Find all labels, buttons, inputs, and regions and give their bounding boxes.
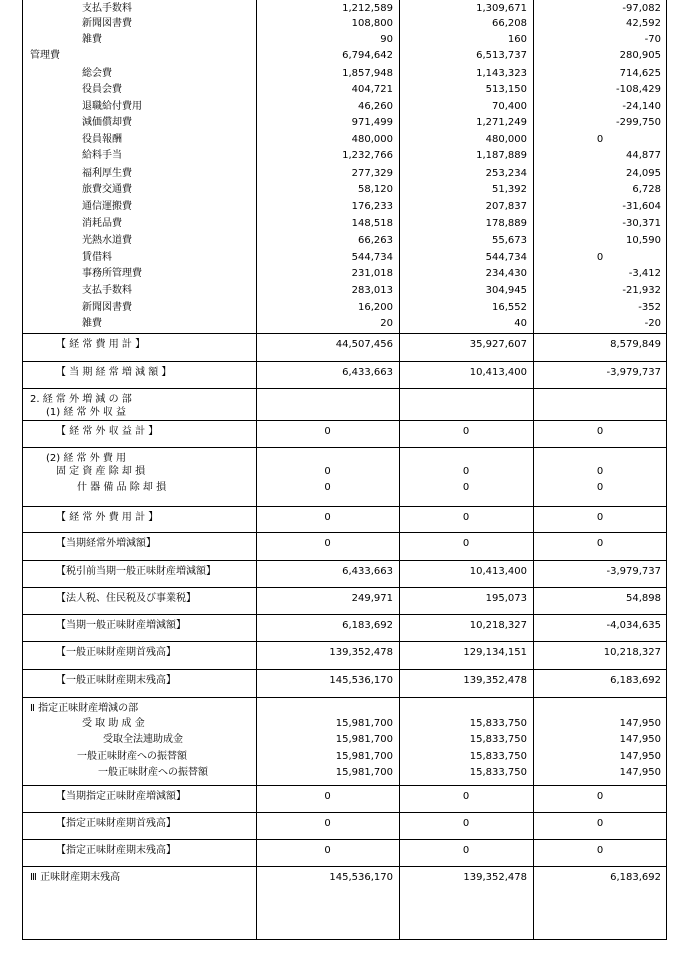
row-label [22,265,256,283]
table-row [22,420,667,443]
prior-year-value: 0 [462,512,470,523]
prior-year-value: 480,000 [485,134,527,145]
prior-year-value: 0 [462,466,470,477]
label-text: 新聞図書費 [82,302,132,313]
change-value: 147,950 [619,718,661,729]
row-label [22,813,256,835]
table-row [22,361,667,384]
prior-year-value: 1,187,889 [476,150,527,161]
current-year-value: 145,536,170 [329,872,393,883]
row-label [22,198,256,216]
change-value: -21,932 [622,285,661,296]
prior-year-value: 178,889 [485,218,527,229]
label-text: 2. 経 常 外 増 減 の 部 [30,394,132,405]
current-year-value: 108,800 [351,18,393,29]
current-year-value: 1,232,766 [342,150,393,161]
row-label [22,786,256,808]
prior-year-value: 544,734 [485,252,527,263]
row-label [22,334,256,356]
change-value: -3,979,737 [606,566,661,577]
current-year-value: 0 [324,818,331,829]
change-value: 44,877 [626,150,661,161]
prior-year-value: 51,392 [492,184,527,195]
change-value: 42,592 [626,18,661,29]
label-text: 【 経 常 外 収 益 計 】 [56,426,159,437]
current-year-value: 1,857,948 [342,68,393,79]
current-year-value: 6,794,642 [342,50,393,61]
table-row [22,215,667,233]
current-year-value: 0 [324,426,331,437]
change-value: -30,371 [622,218,661,229]
table-row [22,114,667,132]
table-row [22,785,667,808]
current-year-value: 44,507,456 [335,339,393,350]
label-text: 事務所管理費 [82,268,142,279]
prior-year-value: 129,134,151 [463,647,527,658]
change-value: 54,898 [626,593,661,604]
change-value: 280,905 [619,50,661,61]
label-text: Ⅲ 正味財産期末残高 [30,872,121,883]
change-value: 6,728 [632,184,661,195]
row-label [22,215,256,233]
table-row [22,614,667,637]
change-value: 0 [596,466,604,477]
change-value: -97,082 [622,3,661,14]
row-label [22,840,256,862]
current-year-value: 15,981,700 [335,734,393,745]
current-year-value: 0 [324,845,331,856]
label-text: 通信運搬費 [82,201,132,212]
prior-year-value: 207,837 [485,201,527,212]
label-text: 【当期経常外増減額】 [56,538,156,549]
prior-year-value: 139,352,478 [463,872,527,883]
label-text: 消耗品費 [82,218,122,229]
current-year-value: 58,120 [358,184,393,195]
row-label [22,615,256,637]
label-text: 支払手数料 [82,285,132,296]
table-row [22,333,667,356]
prior-year-value: 10,413,400 [469,566,527,577]
prior-year-value: 15,833,750 [469,718,527,729]
current-year-value: 0 [324,538,331,549]
prior-year-value: 304,945 [485,285,527,296]
label-text: 【当期指定正味財産増減額】 [56,791,186,802]
change-value: 147,950 [619,751,661,762]
prior-year-value: 35,927,607 [469,339,527,350]
row-label [22,282,256,300]
label-text: 一般正味財産への振替額 [98,767,208,778]
current-year-value: 139,352,478 [329,647,393,658]
label-text: 賃借料 [82,252,112,263]
row-label [22,114,256,132]
table-row [22,560,667,583]
prior-year-value: 40 [514,318,527,329]
row-label [22,232,256,250]
current-year-value: 46,260 [358,101,393,112]
prior-year-value: 1,309,671 [476,3,527,14]
row-label [22,670,256,692]
current-year-value: 90 [380,34,393,45]
label-text: 支払手数料 [82,3,132,14]
label-text: 雑費 [82,318,102,329]
table-row [22,839,667,862]
prior-year-value: 1,271,249 [476,117,527,128]
table-row [22,232,667,250]
current-year-value: 176,233 [351,201,393,212]
prior-year-value: 234,430 [485,268,527,279]
row-label [22,147,256,165]
change-value: 10,590 [626,235,661,246]
row-label [22,561,256,583]
change-value: 0 [596,252,604,263]
label-text: 役員報酬 [82,134,122,145]
current-year-value: 20 [380,318,393,329]
change-value: 0 [596,512,604,523]
prior-year-value: 513,150 [485,84,527,95]
prior-year-value: 16,552 [492,302,527,313]
change-value: 0 [596,482,604,493]
row-label [22,533,256,555]
current-year-value: 15,981,700 [335,751,393,762]
prior-year-value: 1,143,323 [476,68,527,79]
prior-year-value: 0 [462,482,470,493]
label-text: 光熱水道費 [82,235,132,246]
table-row [22,47,667,65]
change-value: 0 [596,426,604,437]
change-value: 24,095 [626,168,661,179]
change-value: -70 [644,34,661,45]
table-row [22,587,667,610]
current-year-value: 6,433,663 [342,566,393,577]
table-row [22,198,667,216]
table-row [22,506,667,529]
row-label [22,642,256,664]
row-label [22,588,256,610]
label-text: 【指定正味財産期首残高】 [56,818,176,829]
change-value: 10,218,327 [603,647,661,658]
current-year-value: 0 [324,482,331,493]
label-text: 総会費 [82,68,112,79]
change-value: 0 [596,845,604,856]
current-year-value: 15,981,700 [335,767,393,778]
row-label [22,181,256,199]
prior-year-value: 6,513,737 [476,50,527,61]
change-value: 6,183,692 [610,675,661,686]
change-value: -4,034,635 [606,620,661,631]
table-row [22,641,667,664]
row-label [22,867,256,889]
prior-year-value: 160 [507,34,527,45]
row-label [22,315,256,333]
table-row [22,315,667,333]
current-year-value: 249,971 [351,593,393,604]
prior-year-value: 139,352,478 [463,675,527,686]
label-text: 減価償却費 [82,117,132,128]
label-text: 什 器 備 品 除 却 損 [77,482,167,493]
change-value: -3,412 [628,268,661,279]
current-year-value: 404,721 [351,84,393,95]
change-value: -24,140 [622,101,661,112]
table-row [22,812,667,835]
prior-year-value: 10,218,327 [469,620,527,631]
row-label [22,479,256,497]
current-year-value: 544,734 [351,252,393,263]
current-year-value: 1,212,589 [342,3,393,14]
table-row [22,147,667,165]
change-value: 714,625 [619,68,661,79]
current-year-value: 15,981,700 [335,718,393,729]
row-label [22,731,256,749]
change-value: -31,604 [622,201,661,212]
table-row [22,731,667,749]
prior-year-value: 55,673 [492,235,527,246]
label-text: 福利厚生費 [82,168,132,179]
current-year-value: 0 [324,512,331,523]
label-text: 受取全法連助成金 [103,734,183,745]
current-year-value: 6,433,663 [342,367,393,378]
row-label [22,421,256,443]
label-text: 【指定正味財産期末残高】 [56,845,176,856]
prior-year-value: 0 [462,791,470,802]
current-year-value: 283,013 [351,285,393,296]
change-value: 147,950 [619,734,661,745]
label-text: 固 定 資 産 除 却 損 [56,466,146,477]
current-year-value: 0 [324,466,331,477]
change-value: -20 [644,318,661,329]
change-value: -299,750 [616,117,661,128]
table-row [22,669,667,692]
prior-year-value: 15,833,750 [469,751,527,762]
label-text: 【一般正味財産期首残高】 [56,647,176,658]
label-text: 新聞図書費 [82,18,132,29]
label-text: 【法人税、住民税及び事業税】 [56,593,196,604]
label-text: (2) 経 常 外 費 用 [46,453,127,464]
label-text: 管理費 [30,50,60,61]
prior-year-value: 195,073 [485,593,527,604]
current-year-value: 66,263 [358,235,393,246]
label-text: 雑費 [82,34,102,45]
prior-year-value: 0 [462,538,470,549]
current-year-value: 231,018 [351,268,393,279]
prior-year-value: 10,413,400 [469,367,527,378]
prior-year-value: 15,833,750 [469,734,527,745]
table-row [22,282,667,300]
table-row [22,532,667,555]
table-row [22,181,667,199]
label-text: Ⅱ 指定正味財産増減の部 [30,703,139,714]
prior-year-value: 70,400 [492,101,527,112]
change-value: 0 [596,791,604,802]
current-year-value: 16,200 [358,302,393,313]
change-value: 6,183,692 [610,872,661,883]
current-year-value: 148,518 [351,218,393,229]
label-text: 給料手当 [82,150,122,161]
label-text: 受 取 助 成 金 [82,718,145,729]
label-text: 【 経 常 外 費 用 計 】 [56,512,159,523]
table-row [22,81,667,99]
change-value: 147,950 [619,767,661,778]
label-text: 旅費交通費 [82,184,132,195]
change-value: 0 [596,134,604,145]
label-text: 【 経 常 費 用 計 】 [56,339,146,350]
current-year-value: 145,536,170 [329,675,393,686]
table-row [22,265,667,283]
prior-year-value: 0 [462,845,470,856]
label-text: 【一般正味財産期末残高】 [56,675,176,686]
prior-year-value: 66,208 [492,18,527,29]
table-row [22,479,667,497]
label-text: (1) 経 常 外 収 益 [46,407,127,418]
change-value: -3,979,737 [606,367,661,378]
prior-year-value: 15,833,750 [469,767,527,778]
current-year-value: 0 [324,791,331,802]
label-text: 【税引前当期一般正味財産増減額】 [56,566,216,577]
label-text: 一般正味財産への振替額 [77,751,187,762]
table-row [22,866,667,889]
current-year-value: 6,183,692 [342,620,393,631]
change-value: -352 [638,302,661,313]
row-label [22,47,256,65]
label-text: 役員会費 [82,84,122,95]
current-year-value: 971,499 [351,117,393,128]
change-value: 8,579,849 [610,339,661,350]
label-text: 【当期一般正味財産増減額】 [56,620,186,631]
label-text: 退職給付費用 [82,101,142,112]
prior-year-value: 253,234 [485,168,527,179]
label-text: 【 当 期 経 常 増 減 額 】 [56,367,172,378]
prior-year-value: 0 [462,818,470,829]
prior-year-value: 0 [462,426,470,437]
current-year-value: 277,329 [351,168,393,179]
current-year-value: 480,000 [351,134,393,145]
change-value: -108,429 [616,84,661,95]
row-label [22,362,256,384]
change-value: 0 [596,538,604,549]
row-label [22,81,256,99]
change-value: 0 [596,818,604,829]
table-row [22,764,667,782]
row-label [22,764,256,782]
row-label [22,507,256,529]
